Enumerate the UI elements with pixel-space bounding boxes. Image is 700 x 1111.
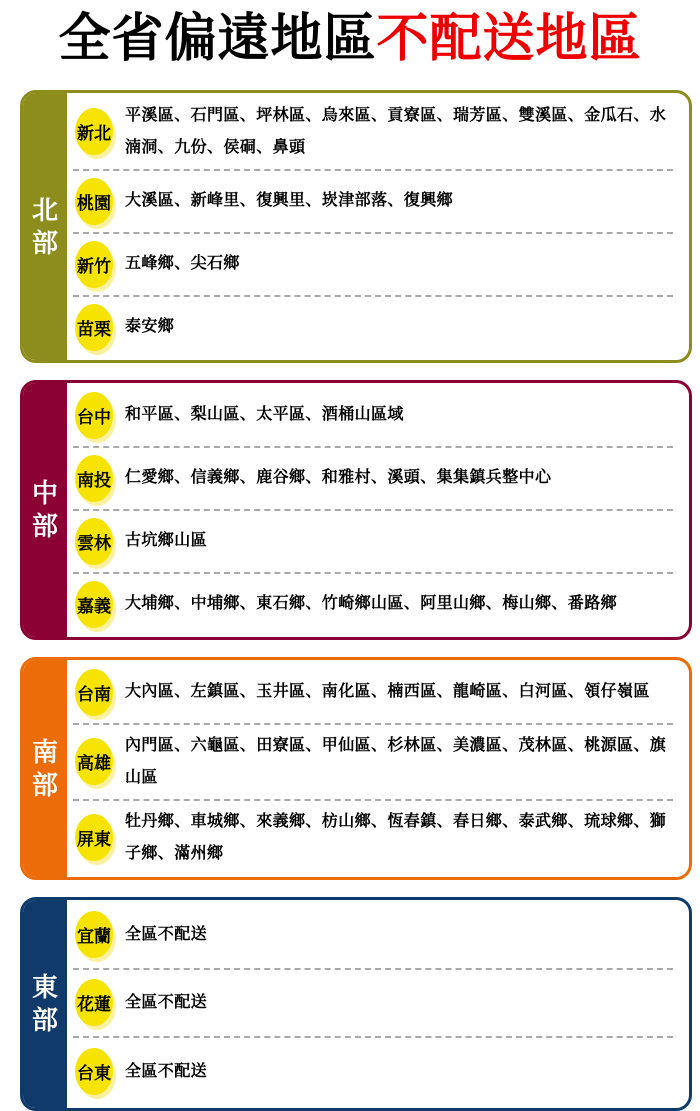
region-badge: 雲林 [75,518,113,565]
region-badge: 花蓮 [75,979,113,1026]
district-list: 五峰鄉、尖石鄉 [125,255,240,273]
region-row [73,902,673,970]
district-list: 內門區、六龜區、田寮區、甲仙區、杉林區、美濃區、茂林區、桃源區、旗山區 [125,736,667,786]
region-row [73,511,673,574]
district-list: 大溪區、新峰里、復興里、崁津部落、復興鄉 [125,192,454,210]
sidebar-label-char: 部 [31,769,58,800]
district-list: 全區不配送 [125,1062,208,1080]
region-row [73,385,673,448]
district-list: 仁愛鄉、信義鄉、鹿谷鄉、和雅村、溪頭、集集鎮兵整中心 [125,469,552,487]
region-badge: 桃園 [75,178,113,225]
section-sidebar [23,93,67,360]
district-list: 大埔鄉、中埔鄉、東石鄉、竹崎鄉山區、阿里山鄉、梅山鄉、番路鄉 [125,595,618,613]
region-badge: 宜蘭 [75,911,113,958]
section-south [20,657,692,880]
region-row [73,801,673,875]
sidebar-label-char: 部 [31,227,58,258]
region-badge: 台東 [75,1048,113,1095]
sidebar-label-char: 南 [31,736,58,767]
region-badge: 苗栗 [75,304,113,351]
region-row [73,95,673,171]
section-central [20,380,692,640]
section-east [20,897,692,1111]
region-row [73,725,673,801]
district-list: 和平區、梨山區、太平區、酒桶山區域 [125,406,404,424]
sections-container [0,90,700,1111]
section-north [20,90,692,363]
sidebar-label-char: 北 [31,194,58,225]
section-content [67,660,689,877]
district-list: 平溪區、石門區、坪林區、烏來區、貢寮區、瑞芳區、雙溪區、金瓜石、水湳洞、九份、侯硐、鼻頭 [125,106,667,156]
region-badge: 屏東 [75,814,113,861]
title-normal-text: 全省偏遠地區 [58,10,377,68]
region-row [73,662,673,725]
region-badge: 台南 [75,669,113,716]
region-row [73,234,673,297]
section-content [67,383,689,637]
region-badge: 台中 [75,392,113,439]
title-highlight-text: 不配送地區 [376,10,642,68]
district-list: 大內區、左鎮區、玉井區、南化區、楠西區、龍崎區、白河區、領仔嶺區 [125,683,650,701]
sidebar-label-char: 部 [31,1005,58,1036]
region-badge: 嘉義 [75,581,113,628]
section-sidebar [23,660,67,877]
region-badge: 新北 [75,108,113,155]
district-list: 全區不配送 [125,993,208,1011]
region-row [73,574,673,635]
page-title [0,10,700,70]
region-row [73,970,673,1038]
district-list: 泰安鄉 [125,318,175,336]
region-badge: 新竹 [75,241,113,288]
section-content [67,900,689,1108]
section-sidebar [23,900,67,1108]
region-row [73,297,673,358]
page [0,10,700,1082]
district-list: 古坑鄉山區 [125,532,208,550]
sidebar-label-char: 部 [31,511,58,542]
district-list: 牡丹鄉、車城鄉、來義鄉、枋山鄉、恆春鎮、春日鄉、泰武鄉、琉球鄉、獅子鄉、滿州鄉 [125,812,667,862]
region-row [73,171,673,234]
region-row [73,448,673,511]
section-content [67,93,689,360]
region-badge: 高雄 [75,738,113,785]
sidebar-label-char: 中 [31,478,58,509]
district-list: 全區不配送 [125,925,208,943]
section-sidebar [23,383,67,637]
region-badge: 南投 [75,455,113,502]
sidebar-label-char: 東 [31,972,58,1003]
